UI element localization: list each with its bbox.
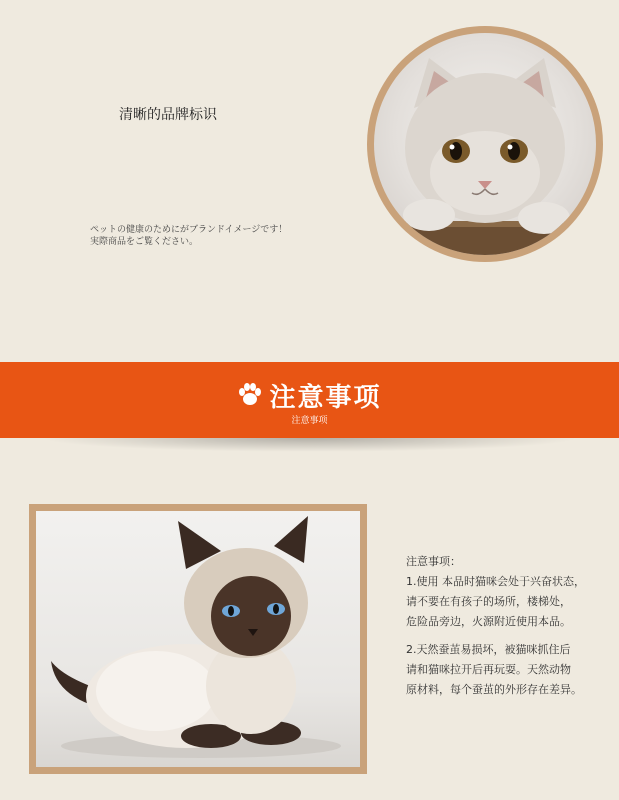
notes-item1-line1: 1.使用 本品时猫咪会处于兴奋状态， — [406, 575, 585, 588]
notes-item1-line3: 危险品旁边，火源附近使用本品。 — [406, 615, 571, 628]
cat-photo — [36, 511, 360, 767]
banner-shadow — [40, 438, 580, 452]
notes-section — [406, 552, 606, 700]
kitten-photo — [374, 33, 596, 255]
brand-title: 清晰的品牌标识 — [119, 107, 217, 123]
kitten-illustration — [374, 33, 596, 255]
notes-item2-line2: 请和猫咪拉开后再玩耍。天然动物 — [406, 663, 571, 676]
cat-photo-frame — [29, 504, 367, 774]
notes-gap — [406, 632, 606, 640]
banner-title — [0, 377, 619, 415]
paw-icon — [237, 382, 263, 415]
brand-description — [90, 224, 320, 248]
notes-heading: 注意事项： — [406, 555, 461, 568]
brand-jp-line-2: 実際商品をご覧ください。 — [90, 237, 199, 247]
brand-jp-line-1: ペットの健康のためにがブランドイメージです！ — [90, 225, 288, 235]
notes-item2-line3: 原材料，每个蚕茧的外形存在差异。 — [406, 683, 582, 696]
notes-item2-line1: 2.天然蚕茧易损坏，被猫咪抓住后 — [406, 643, 571, 656]
banner-subtitle: 注意事项 — [291, 416, 328, 426]
notes-item1-line2: 请不要在有孩子的场所，楼梯处， — [406, 595, 571, 608]
siamese-cat-illustration — [36, 511, 360, 767]
kitten-photo-frame — [367, 26, 603, 262]
banner-title-text: 注意事项 — [269, 383, 382, 413]
